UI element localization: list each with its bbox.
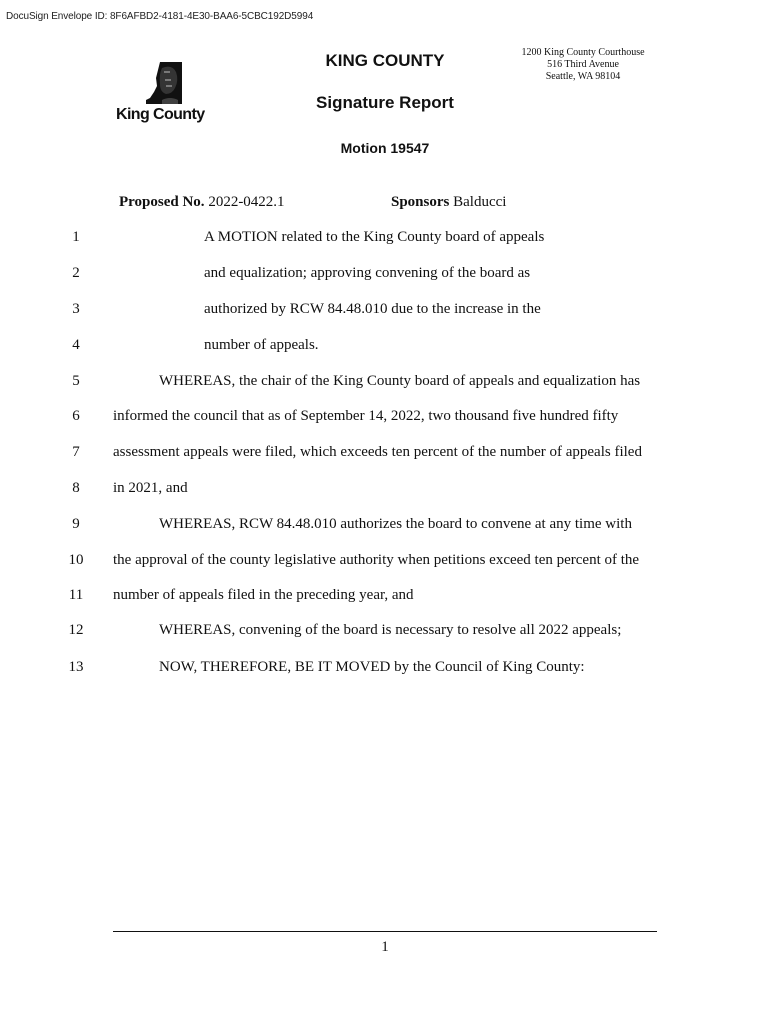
line-text: number of appeals. (204, 337, 319, 353)
line-number: 7 (72, 444, 80, 460)
line-number: 6 (72, 408, 80, 424)
address-block (500, 47, 666, 83)
line-text: the approval of the county legislative authority when petitions exceed ten percent of the (113, 552, 640, 568)
line-number: 3 (72, 301, 80, 317)
proposed-number (119, 194, 285, 211)
line-number: 11 (68, 587, 84, 603)
address-line: Seattle, WA 98104 (545, 71, 621, 82)
line-number: 1 (72, 229, 80, 245)
line-number: 8 (72, 480, 80, 496)
sponsors-label: Sponsors (391, 194, 450, 210)
line-number: 9 (72, 516, 80, 532)
motion-number: Motion 19547 (340, 140, 430, 156)
address-line: 1200 King County Courthouse (521, 47, 645, 58)
line-text: authorized by RCW 84.48.010 due to the increase in the (204, 301, 541, 317)
sponsors-value: Balducci (453, 194, 507, 210)
line-text: WHEREAS, convening of the board is necessary to resolve all 2022 appeals; (159, 622, 622, 638)
line-number: 13 (68, 659, 84, 675)
docusign-envelope-id: DocuSign Envelope ID: 8F6AFBD2-4181-4E30-BAA6-5CBC192D5994 (6, 11, 314, 22)
page-number: 1 (381, 939, 389, 955)
report-title: Signature Report (316, 93, 454, 112)
line-text: WHEREAS, RCW 84.48.010 authorizes the board to convene at any time with (159, 516, 632, 532)
proposed-value: 2022-0422.1 (208, 194, 285, 210)
proposed-label: Proposed No. (119, 194, 205, 210)
line-text: assessment appeals were filed, which exceeds ten percent of the number of appeals filed (113, 444, 642, 460)
line-text: in 2021, and (113, 480, 188, 496)
line-text: number of appeals filed in the preceding year, and (113, 587, 414, 603)
county-title: KING COUNTY (325, 51, 445, 70)
line-text: informed the council that as of September 14, 2022, two thousand five hundred fifty (113, 408, 619, 424)
footer-divider (113, 931, 657, 932)
logo-wordmark: King County (116, 106, 205, 123)
line-number: 12 (68, 622, 84, 638)
line-number: 4 (72, 337, 80, 353)
king-county-mlk-logo-icon (142, 60, 186, 106)
address-line: 516 Third Avenue (547, 59, 619, 70)
sponsors (391, 194, 506, 211)
line-text: A MOTION related to the King County board of appeals (204, 229, 545, 245)
line-text: and equalization; approving convening of the board as (204, 265, 531, 281)
line-text: WHEREAS, the chair of the King County board of appeals and equalization has (159, 373, 641, 389)
line-text: NOW, THEREFORE, BE IT MOVED by the Council of King County: (159, 659, 585, 675)
line-number: 2 (72, 265, 80, 281)
king-county-logo (116, 58, 216, 130)
line-number: 10 (68, 552, 84, 568)
line-number: 5 (72, 373, 80, 389)
